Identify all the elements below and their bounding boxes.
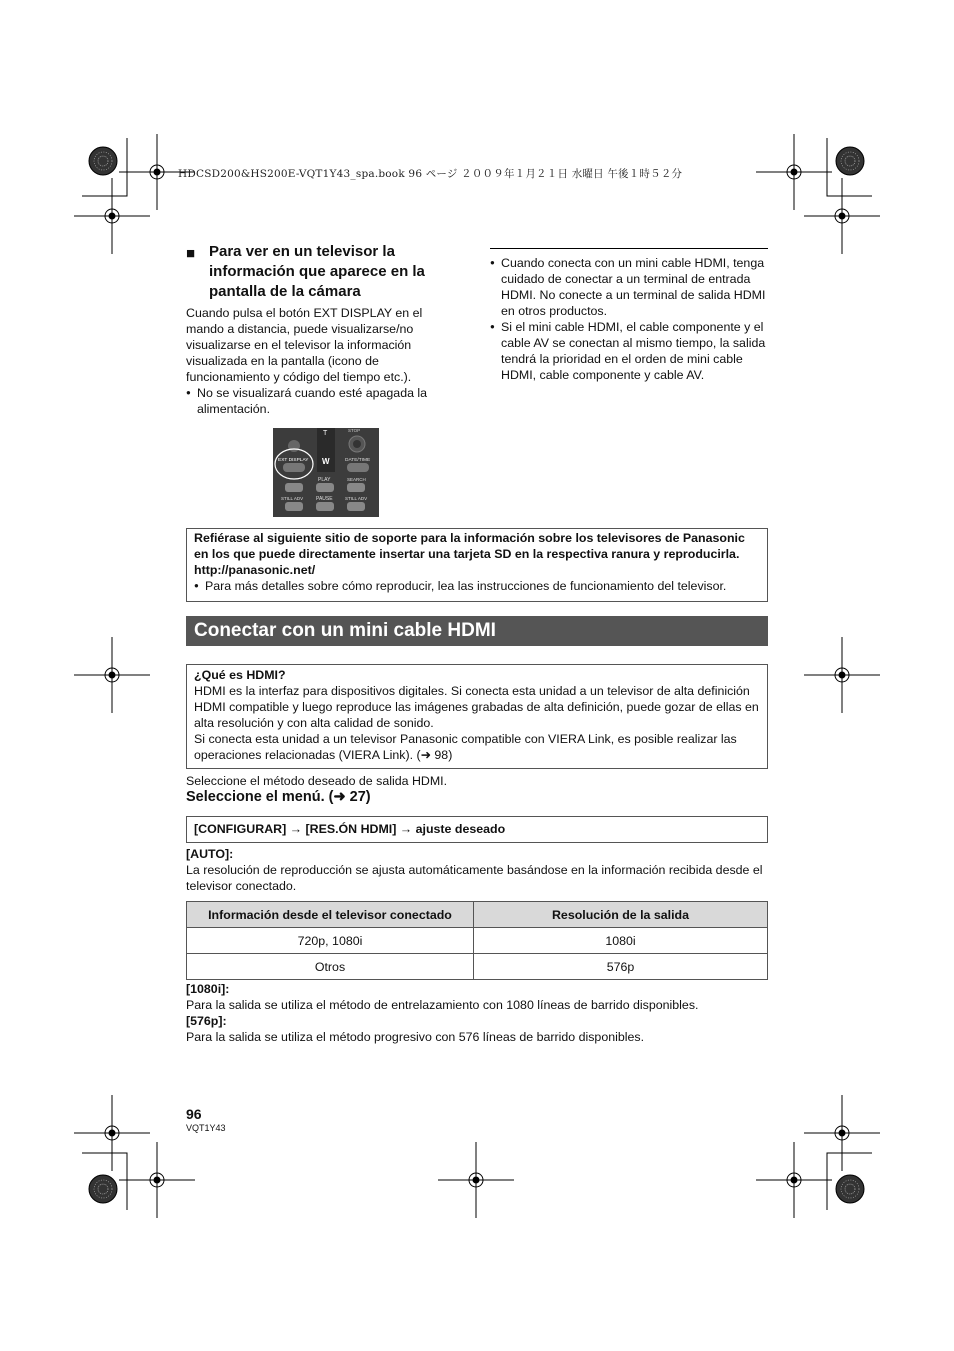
play-label: PLAY: [318, 477, 331, 483]
section1-body: [186, 305, 446, 417]
resolution-table: [186, 901, 768, 980]
menu-path-box: [CONFIGURAR] → [RES.ÓN HDMI] → ajuste deseado: [186, 816, 768, 843]
search-label: SEARCH: [347, 477, 366, 482]
square-bullet-icon: ■: [186, 245, 196, 262]
hdmi-notes: [490, 248, 768, 383]
pause-label: PAUSE: [316, 496, 333, 502]
select-output-text: Seleccione el método deseado de salida HDMI.: [186, 774, 448, 788]
table-cell: 576p: [474, 954, 768, 980]
table-header: Información desde el televisor conectado: [187, 902, 474, 928]
1080i-text: Para la salida se utiliza el método de entrelazamiento con 1080 líneas de barrido disponibles.: [186, 998, 699, 1012]
table-cell: 1080i: [474, 928, 768, 954]
what-is-hdmi-text: HDMI es la interfaz para dispositivos digitales. Si conecta esta unidad a un televisor de alta definición HDMI compatible y luego reproduce las imágenes grabadas de alta definición, puede gozar de ellas en alta resolución y con alta calidad de sonido.: [194, 684, 759, 730]
remote-control-image: [273, 428, 379, 517]
priority-note: ● Si el mini cable HDMI, el cable componente y el cable AV se conectan al mismo tiempo, la salida tendrá la prioridad en el orden de mini cable HDMI, cable componente y cable AV.: [490, 319, 768, 383]
hdmi-section-title: Conectar con un mini cable HDMI: [186, 616, 768, 646]
table-cell: 720p, 1080i: [187, 928, 474, 954]
section-heading-text: Para ver en un televisor la información que aparece en la pantalla de la cámara: [209, 243, 425, 300]
file-info-header: HDCSD200&HS200E-VQT1Y43_spa.book 96 ページ ２００９年１月２１日 水曜日 午後１時５２分: [178, 168, 683, 180]
table-header-row: [187, 902, 768, 928]
576p-label: [576p]:: [186, 1014, 227, 1028]
date-time-label: DATE/TIME: [345, 458, 371, 463]
576p-text: Para la salida se utiliza el método progresivo con 576 líneas de barrido disponibles.: [186, 1030, 645, 1044]
table-row: [187, 928, 768, 954]
document-code: VQT1Y43: [186, 1123, 226, 1133]
support-url[interactable]: http://panasonic.net/: [194, 563, 316, 577]
ext-display-paragraph: Cuando pulsa el botón EXT DISPLAY en el mando a distancia, puede visualizarse/no visualizarse en el televisor la información visualizada en la pantalla (icono de funcionamiento y código del tiempo etc.).: [186, 306, 423, 384]
auto-description: [186, 846, 768, 894]
table-row: [187, 954, 768, 980]
page-number: 96: [186, 1106, 202, 1122]
w-label: W: [322, 457, 330, 466]
table-cell: Otros: [187, 954, 474, 980]
section-heading: [186, 242, 456, 302]
select-menu-heading: Seleccione el menú. (➜ 27): [186, 789, 371, 805]
support-text: Refiérase al siguiente sitio de soporte para la información sobre los televisores de Panasonic en los que puede directamente insertar una tarjeta SD en la respectiva ranura y reproducirla.: [194, 531, 745, 561]
remote-control-drawing: [273, 428, 379, 517]
svg-text:T: T: [323, 430, 328, 437]
power-off-note: ● No se visualizará cuando esté apagada la alimentación.: [186, 385, 446, 417]
viera-link-text: Si conecta esta unidad a un televisor Panasonic compatible con VIERA Link, es posible realizar las operaciones relacionadas (VIERA Link). (➜ 98): [194, 732, 737, 762]
table-header: Resolución de la salida: [474, 902, 768, 928]
auto-text: La resolución de reproducción se ajusta automáticamente basándose en la información recibida desde el televisor conectado.: [186, 863, 763, 893]
support-note: ● Para más detalles sobre cómo reproducir, lea las instrucciones de funcionamiento del televisor.: [194, 578, 760, 594]
stop-label: STOP: [348, 428, 361, 433]
what-is-hdmi-box: [186, 664, 768, 769]
what-is-hdmi-title: ¿Qué es HDMI?: [194, 668, 286, 682]
ext-display-label: EXT DISPLAY: [278, 458, 309, 463]
support-info-box: [186, 528, 768, 602]
auto-label: [AUTO]:: [186, 847, 234, 861]
hdmi-input-note: ● Cuando conecta con un mini cable HDMI, tenga cuidado de conectar a un terminal de entrada HDMI. No conecte a un terminal de salida HDMI en otros productos.: [490, 255, 768, 319]
still-adv-right-label: STILL ADV: [345, 496, 368, 501]
1080i-label: [1080i]:: [186, 982, 230, 996]
mode-descriptions: [186, 981, 768, 1045]
still-adv-left-label: STILL ADV: [281, 496, 304, 501]
